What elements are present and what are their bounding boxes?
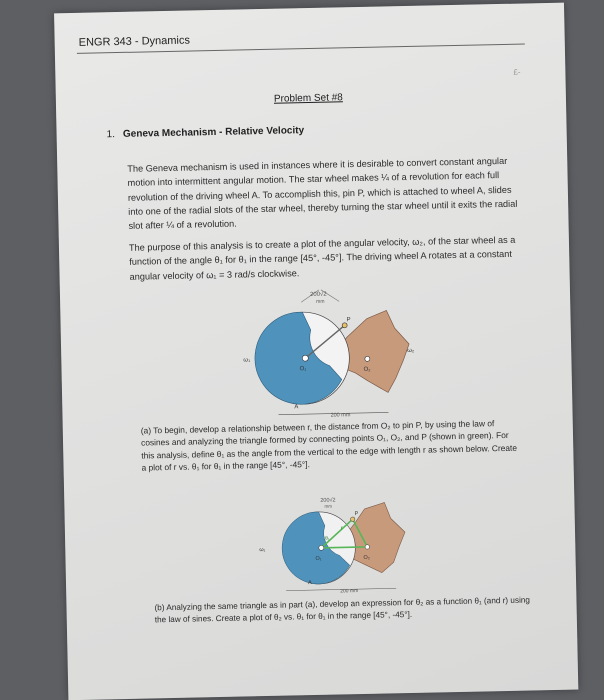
pivot-o2 (365, 545, 369, 549)
question-title: Geneva Mechanism - Relative Velocity (122, 125, 305, 140)
label-o2: O₂ (363, 554, 371, 561)
dim-top-unit: mm (316, 298, 325, 305)
course-header: ENGR 343 - Dynamics (78, 34, 191, 49)
pin-p (350, 517, 354, 521)
label-w2: ω₂ (407, 347, 415, 355)
label-o1: O₁ (315, 555, 322, 562)
label-a: A (307, 580, 312, 587)
geneva-figure-1 (236, 282, 423, 420)
label-o1: O₁ (299, 366, 307, 373)
question-number: 1. (106, 129, 116, 141)
pin-p (342, 323, 347, 328)
label-r: r (340, 525, 343, 532)
dim-bottom-text: 200 mm (340, 588, 359, 595)
problem-set-title: Problem Set #8 (273, 92, 343, 105)
dim-top-text: 200√2 (309, 291, 327, 299)
label-p: P (354, 511, 359, 518)
intro-paragraph: The Geneva mechanism is used in instances where it is desirable to convert constant angular motion into intermittent angular motion. The star wheel makes ¼ of a revolution for each full revolution of the driving wheel A. To accomplish this, pin P, which is attached to wheel A, slides into one of the radial slots of the star wheel, thereby turning the star wheel until it exits the radial slot after ¼ of a revolution. (127, 155, 518, 232)
purpose-paragraph: The purpose of this analysis is to create a plot of the angular velocity, ω₂, of the star wheel as a function of the angle θ₁ for θ₁ in the range [45°, -45°]. The driving wheel A rotates at a constant angular velocity of ω₁ = 3 rad/s clockwise. (128, 234, 516, 282)
part-a-paragraph: (a) To begin, develop a relationship between r, the distance from O₂ to pin P, by using the law of cosines and analyzing the triangle formed by connecting points O₁, O₂, and P (shown in green). For this analysis, define θ₁ as the angle from the vertical to the edge with length r as shown below. Create a plot of r vs. θ₁ for θ₁ in the range [45°, -45°]. (140, 418, 518, 473)
part-b-paragraph: (b) Analyzing the same triangle as in part (a), develop an expression for θ₂ as a function θ₁ (and r) using the law of sines. Create a plot of θ₂ vs. θ₁ for θ₁ in the range [45°, -45°]. (154, 595, 531, 625)
pivot-o1 (319, 545, 324, 550)
question-heading (106, 125, 304, 140)
label-w1: ω₁ (259, 547, 266, 554)
corner-pen-mark: £- (513, 67, 521, 77)
dim-top-unit: mm (324, 503, 332, 509)
pivot-o1 (302, 355, 308, 361)
geneva-figure-2 (254, 492, 420, 595)
label-theta1: θ₁ (325, 535, 330, 542)
dim-bottom-text: 200 mm (330, 412, 351, 419)
label-p: P (346, 317, 351, 324)
label-a: A (294, 404, 299, 411)
pivot-o2 (365, 356, 370, 361)
dim-top-text: 200√2 (320, 497, 336, 504)
document-page (54, 3, 578, 700)
label-o2: O₂ (363, 366, 371, 373)
label-w1: ω₁ (243, 357, 251, 364)
